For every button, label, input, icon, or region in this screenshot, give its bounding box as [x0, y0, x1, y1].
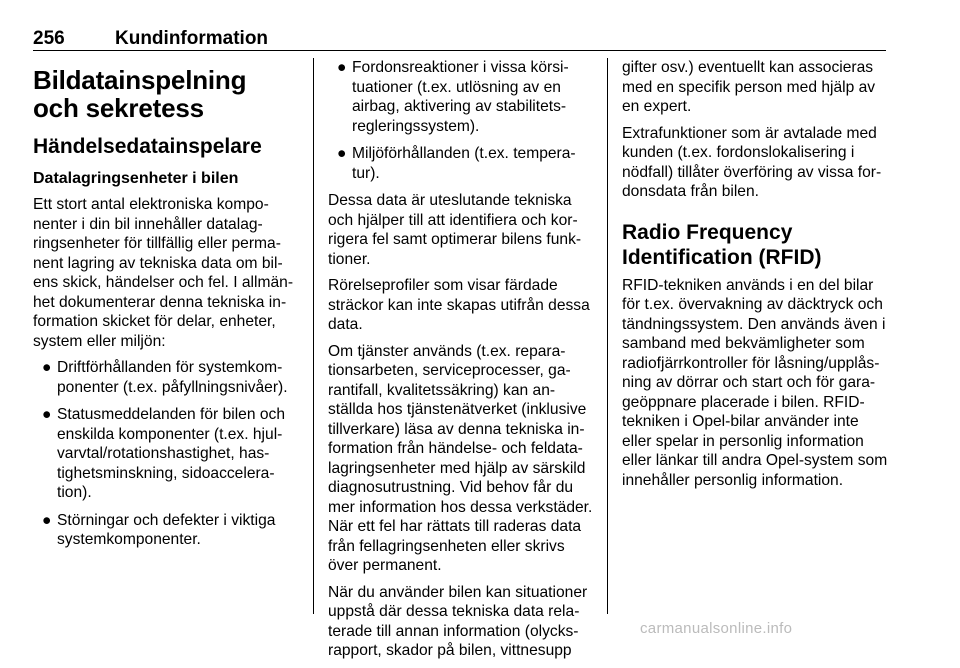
list-item: ● Miljöförhållanden (t.ex. temperatur).	[337, 145, 576, 182]
list-item: ● Fordonsreaktioner i vissa körsituationer (t.ex. utlösning av en airbag, aktivering av stabilitetsregleringssystem).	[337, 59, 569, 135]
column-2	[328, 58, 593, 668]
section-heading-main: Bildatainspelning och sekretess	[33, 65, 247, 123]
paragraph: Rörelseprofiler som visar färdade sträckor kan inte skapas utifrån dessa data.	[328, 277, 590, 333]
subheading-storage-units: Datalagringsenheter i bilen	[33, 170, 239, 187]
page-title: Kundinformation	[115, 28, 269, 49]
bullet-icon: ●	[42, 511, 52, 529]
column-1	[33, 58, 298, 558]
paragraph: Om tjänster används (t.ex. reparationsarbeten, serviceprocesser, garantifall, kvalitetssäkring) kan anställda hos tjänstenätverket (inklusive tillverkare) läsa av denna tekniska information från händelse- och feldatalagringsenheter med hjälp av särskild diagnosutrustning. Vid behov får du mer information hos dessa verkstäder. När ett fel har rättats till raderas data från fellagringsenheten eller skrivs över permanent.	[328, 342, 593, 574]
watermark: carmanualsonline.info	[640, 620, 793, 637]
bullet-list-2	[328, 58, 593, 183]
list-item: ● Störningar och defekter i viktiga systemkomponenter.	[42, 511, 276, 548]
column-divider-1	[313, 58, 314, 614]
page-number: 256	[33, 28, 65, 49]
section-heading-event-recorder: Händelsedatainspelare	[33, 135, 262, 158]
page-header	[33, 28, 886, 51]
column-divider-2	[607, 58, 608, 614]
bullet-icon: ●	[337, 145, 347, 162]
paragraph: Dessa data är uteslutande tekniska och hjälper till att identifiera och korrigera fel samt optimerar bilens funktioner.	[328, 192, 582, 268]
list-item: ● Statusmeddelanden för bilen och enskilda komponenter (t.ex. hjulvarvtal/rotationshastighet, hastighetsminskning, sidoacceleration).	[42, 406, 285, 501]
bullet-list-1	[33, 358, 298, 550]
paragraph: När du använder bilen kan situationer uppstå där dessa tekniska data relaterade till annan information (olycksrapport, skador på bilen, vittnesupp	[328, 583, 588, 659]
paragraph: gifter osv.) eventuellt kan associeras med en specifik person med hjälp av en expert.	[622, 59, 876, 115]
paragraph: RFID-tekniken används i en del bilar för t.ex. övervakning av däcktryck och tändningssystem. Den används även i samband med bekvämligheter som radiofjärrkontroller för låsning/upplåsning av dörrar och start och för garageöppnare placerade i bilen. RFID-tekniken i Opel-bilar använder inte eller spelar in personlig information eller länkar till andra Opel-system som innehåller personlig information.	[622, 276, 888, 489]
list-item: ● Driftförhållanden för systemkomponenter (t.ex. påfyllningsnivåer).	[42, 359, 288, 396]
section-heading-rfid: Radio Frequency Identification (RFID)	[622, 220, 822, 269]
bullet-icon: ●	[337, 59, 347, 76]
column-3	[622, 58, 888, 497]
paragraph: Extrafunktioner som är avtalade med kunden (t.ex. fordonslokalisering i nödfall) tillåter överföring av vissa fordonsdata från bilen.	[622, 124, 882, 200]
paragraph-intro: Ett stort antal elektroniska komponenter i din bil innehåller datalagringsenheter för tillfällig eller permanent lagring av tekniska data om bilens skick, händelser och fel. I allmänhet dokumenterar denna tekniska information skicket för delar, enheter, system eller miljön:	[33, 196, 294, 350]
bullet-icon: ●	[42, 359, 52, 376]
bullet-icon: ●	[42, 406, 52, 423]
